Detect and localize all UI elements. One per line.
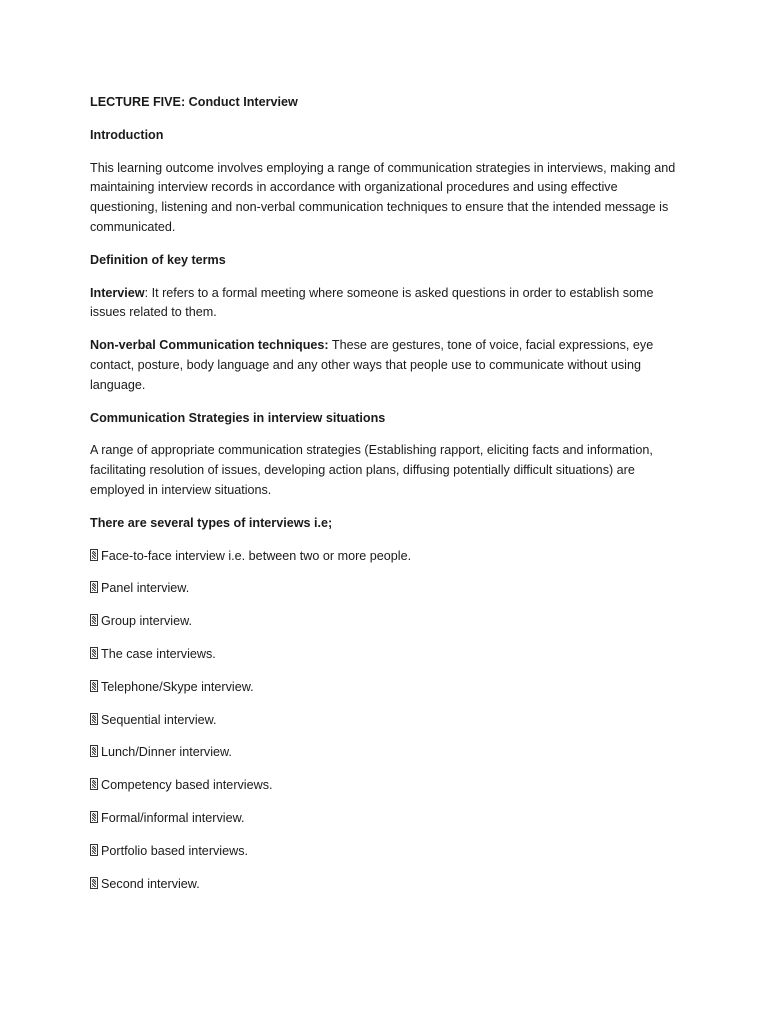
definitions-heading: Definition of key terms <box>90 252 226 267</box>
missing-glyph-icon <box>90 811 98 823</box>
list-item: Second interview. <box>90 875 680 895</box>
missing-glyph-icon <box>90 745 98 757</box>
introduction-heading: Introduction <box>90 127 164 142</box>
introduction-paragraph: This learning outcome involves employing a range of communication strategies in interviews, making and maintaining interview records in accordance with organizational procedures and using effective questioning, listening and non-verbal communication techniques to ensure that the intended message is communicated. <box>90 160 676 234</box>
definition-nonverbal <box>90 336 680 395</box>
missing-glyph-icon <box>90 713 98 725</box>
interview-types-heading: There are several types of interviews i.e; <box>90 515 333 530</box>
definition-term: Interview <box>90 285 145 300</box>
list-item: The case interviews. <box>90 645 680 665</box>
lecture-title: LECTURE FIVE: Conduct Interview <box>90 95 298 109</box>
strategies-heading: Communication Strategies in interview situations <box>90 410 386 425</box>
missing-glyph-icon <box>90 844 98 856</box>
missing-glyph-icon <box>90 647 98 659</box>
list-item: Panel interview. <box>90 579 680 599</box>
missing-glyph-icon <box>90 778 98 790</box>
list-item: Competency based interviews. <box>90 776 680 796</box>
interview-types-list <box>90 547 680 895</box>
definition-text: : It refers to a formal meeting where someone is asked questions in order to establish some issues related to them. <box>90 285 654 320</box>
missing-glyph-icon <box>90 680 98 692</box>
list-item: Portfolio based interviews. <box>90 842 680 862</box>
definition-term: Non-verbal Communication techniques: <box>90 338 329 353</box>
definition-interview <box>90 284 680 324</box>
list-item: Telephone/Skype interview. <box>90 678 680 698</box>
definition-text: These are gestures, tone of voice, facial expressions, eye contact, posture, body language and any other ways that people use to communicate without using language. <box>90 338 654 392</box>
missing-glyph-icon <box>90 581 98 593</box>
missing-glyph-icon <box>90 877 98 889</box>
list-item: Face-to-face interview i.e. between two or more people. <box>90 547 680 567</box>
list-item: Formal/informal interview. <box>90 809 680 829</box>
list-item: Group interview. <box>90 612 680 632</box>
strategies-paragraph: A range of appropriate communication strategies (Establishing rapport, eliciting facts and information, facilitating resolution of issues, developing action plans, diffusing potentially difficult situations) are employed in interview situations. <box>90 443 653 497</box>
list-item: Lunch/Dinner interview. <box>90 743 680 763</box>
list-item: Sequential interview. <box>90 711 680 731</box>
missing-glyph-icon <box>90 549 98 561</box>
missing-glyph-icon <box>90 614 98 626</box>
